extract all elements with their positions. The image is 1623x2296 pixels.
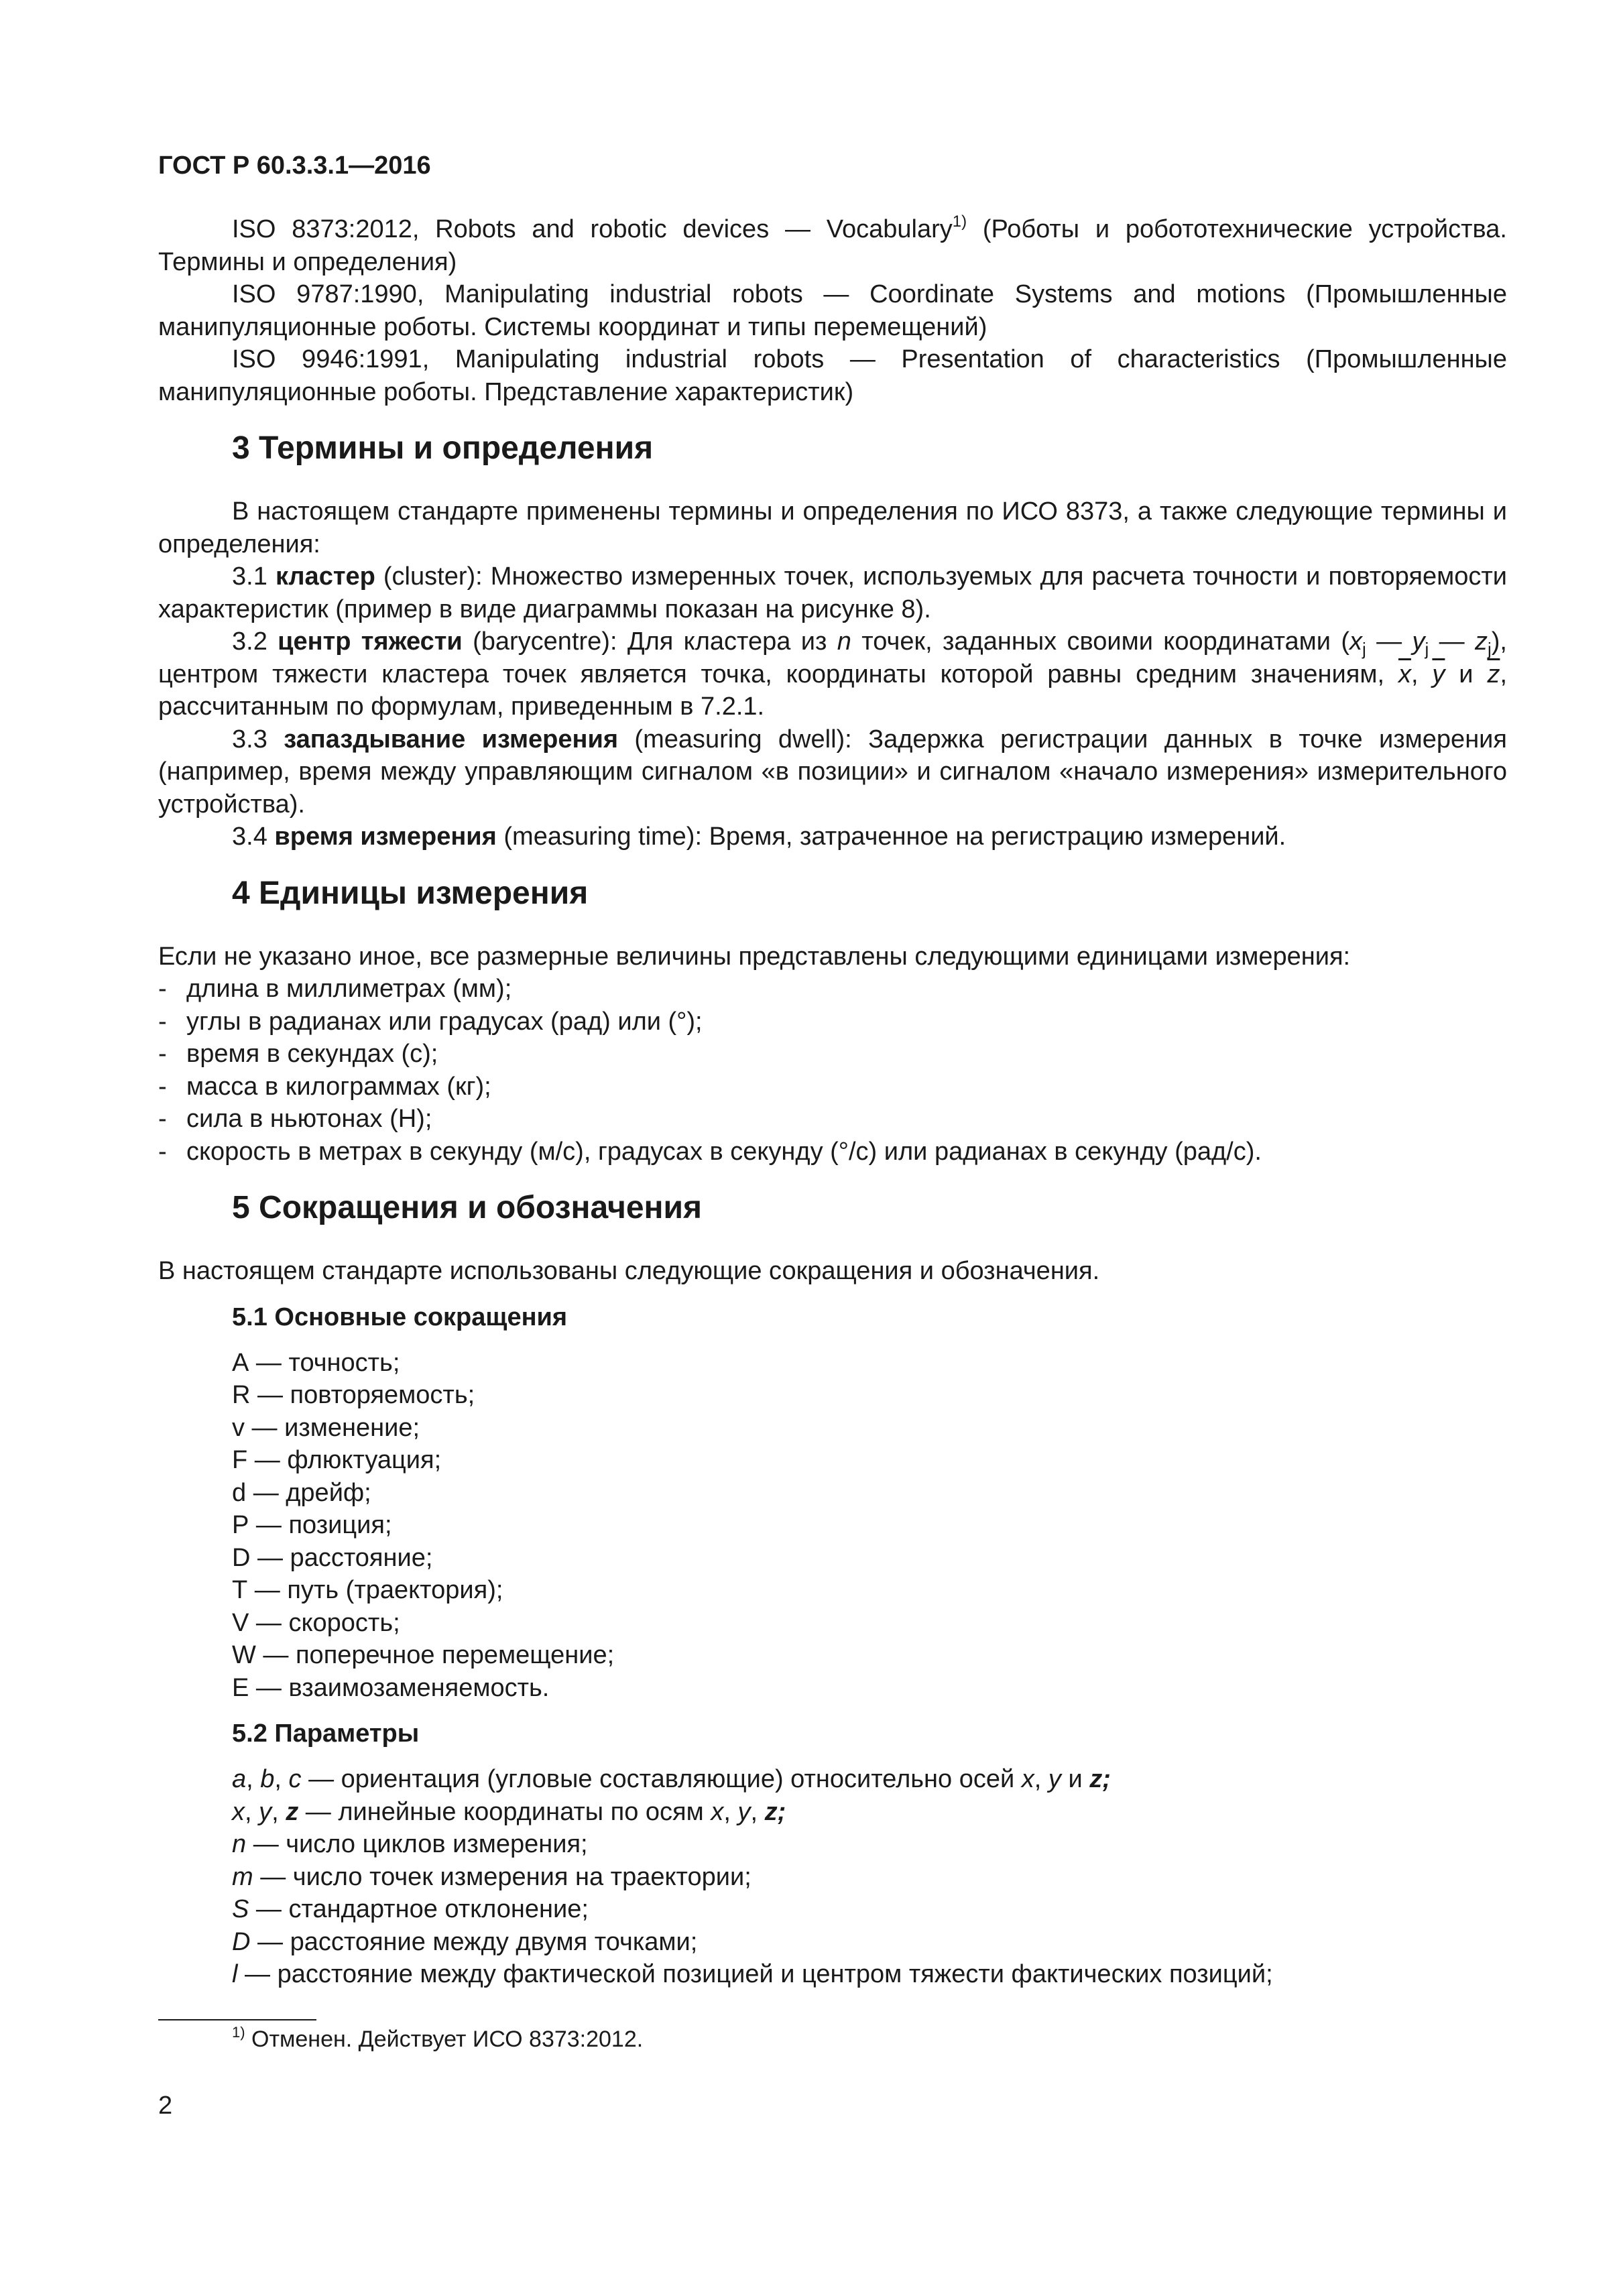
section-3-intro: В настоящем стандарте применены термины и определения по ИСО 8373, а также следующие термины и определения: — [158, 497, 1507, 558]
list-item: S — стандартное отклонение; — [232, 1895, 589, 1923]
x-bar: $\overline{x}$ — [1398, 660, 1411, 688]
list-item: Т — путь (траектория); — [232, 1576, 503, 1604]
footnote: $^{1)}$ Отменен. Действует ИСО 8373:2012. — [232, 2024, 644, 2052]
term-3-3: 3.3 запаздывание измерения (measuring dwell): Задержка регистрации данных в точке измерения (например, время между управляющим сигналом «в позиции» и сигналом «начало измерения» измерительного устройства). — [158, 725, 1507, 819]
ref-iso-9787: ISO 9787:1990, Manipulating industrial robots — Coordinate Systems and motions (Промышленные манипуляционные роботы. Системы координат и типы перемещений) — [158, 280, 1507, 341]
abbreviations-list — [232, 1347, 1507, 1705]
section-3-title: 3 Термины и определения — [232, 430, 654, 466]
list-item: Р — позиция; — [232, 1511, 392, 1539]
ref-iso-8373: ISO 8373:2012, Robots and robotic devices — Vocabulary$^{1)}$ (Роботы и робототехнические устройства. Термины и определения) — [158, 213, 1507, 276]
list-item: W — поперечное перемещение; — [232, 1641, 615, 1669]
list-item: - время в секундах (с); — [158, 1038, 1507, 1071]
term-3-2: 3.2 центр тяжести (barycentre): Для кластера из n точек, заданных своими координатами ($x_j$ — $y_j$ — $z_j$), центром тяжести кластера точек является точка, координаты которой равны средним значениям, $\overline{x}$, $\overline{y}$ и $\overline{z}$, рассчитанным по формулам, приведенным в 7.2.1. — [158, 627, 1507, 721]
term-3-1: 3.1 кластер (cluster): Множество измеренных точек, используемых для расчета точности и повторяемости характеристик (пример в виде диаграммы показан на рисунке 8). — [158, 562, 1507, 623]
list-item: R — повторяемость; — [232, 1381, 475, 1409]
list-item: F — флюктуация; — [232, 1446, 442, 1474]
list-item: - углы в радианах или градусах (рад) или (°); — [158, 1006, 1507, 1038]
footnote-divider — [158, 2019, 316, 2020]
list-item: m — число точек измерения на траектории; — [232, 1862, 752, 1891]
units-list — [158, 973, 1507, 1168]
list-item: D — расстояние между двумя точками; — [232, 1927, 698, 1956]
page-number: 2 — [158, 2092, 173, 2120]
list-item: - скорость в метрах в секунду (м/с), градусах в секунду (°/с) или радианах в секунду (рад/с). — [158, 1136, 1507, 1168]
section-5-1-title: 5.1 Основные сокращения — [232, 1303, 568, 1331]
y-bar: $\overline{y}$ — [1432, 660, 1445, 688]
list-item: V — скорость; — [232, 1608, 400, 1637]
list-item: - сила в ньютонах (Н); — [158, 1103, 1507, 1136]
list-item: Е — взаимозаменяемость. — [232, 1673, 550, 1702]
section-4-intro: Если не указано иное, все размерные величины представлены следующими единицами измерения: — [158, 942, 1351, 971]
content — [158, 213, 1507, 1991]
list-item: x, y, z — линейные координаты по осям x, y, z; — [232, 1797, 786, 1826]
list-item: - масса в килограммах (кг); — [158, 1071, 1507, 1103]
list-item: - длина в миллиметрах (мм); — [158, 973, 1507, 1006]
list-item: l — расстояние между фактической позицией и центром тяжести фактических позиций; — [232, 1960, 1273, 1988]
section-5-2-title: 5.2 Параметры — [232, 1719, 420, 1748]
footnote-ref: 1) — [952, 213, 967, 231]
list-item: a, b, c — ориентация (угловые составляющие) относительно осей x, y и z; — [232, 1765, 1111, 1793]
parameters-list — [232, 1763, 1507, 1991]
section-5-intro: В настоящем стандарте использованы следующие сокращения и обозначения. — [158, 1257, 1100, 1285]
list-item: d — дрейф; — [232, 1478, 371, 1507]
term-3-4: 3.4 время измерения (measuring time): Время, затраченное на регистрацию измерений. — [232, 823, 1286, 851]
list-item: n — число циклов измерения; — [232, 1830, 588, 1858]
z-bar: $\overline{z}$ — [1487, 660, 1500, 688]
section-4-title: 4 Единицы измерения — [232, 875, 589, 911]
list-item: D — расстояние; — [232, 1543, 433, 1572]
list-item: v — изменение; — [232, 1413, 420, 1442]
section-5-title: 5 Сокращения и обозначения — [232, 1190, 703, 1225]
list-item: А — точность; — [232, 1348, 400, 1377]
ref-iso-9946: ISO 9946:1991, Manipulating industrial robots — Presentation of characteristics (Промышленные манипуляционные роботы. Представление характеристик) — [158, 345, 1507, 406]
doc-header: ГОСТ Р 60.3.3.1—2016 — [158, 152, 431, 180]
